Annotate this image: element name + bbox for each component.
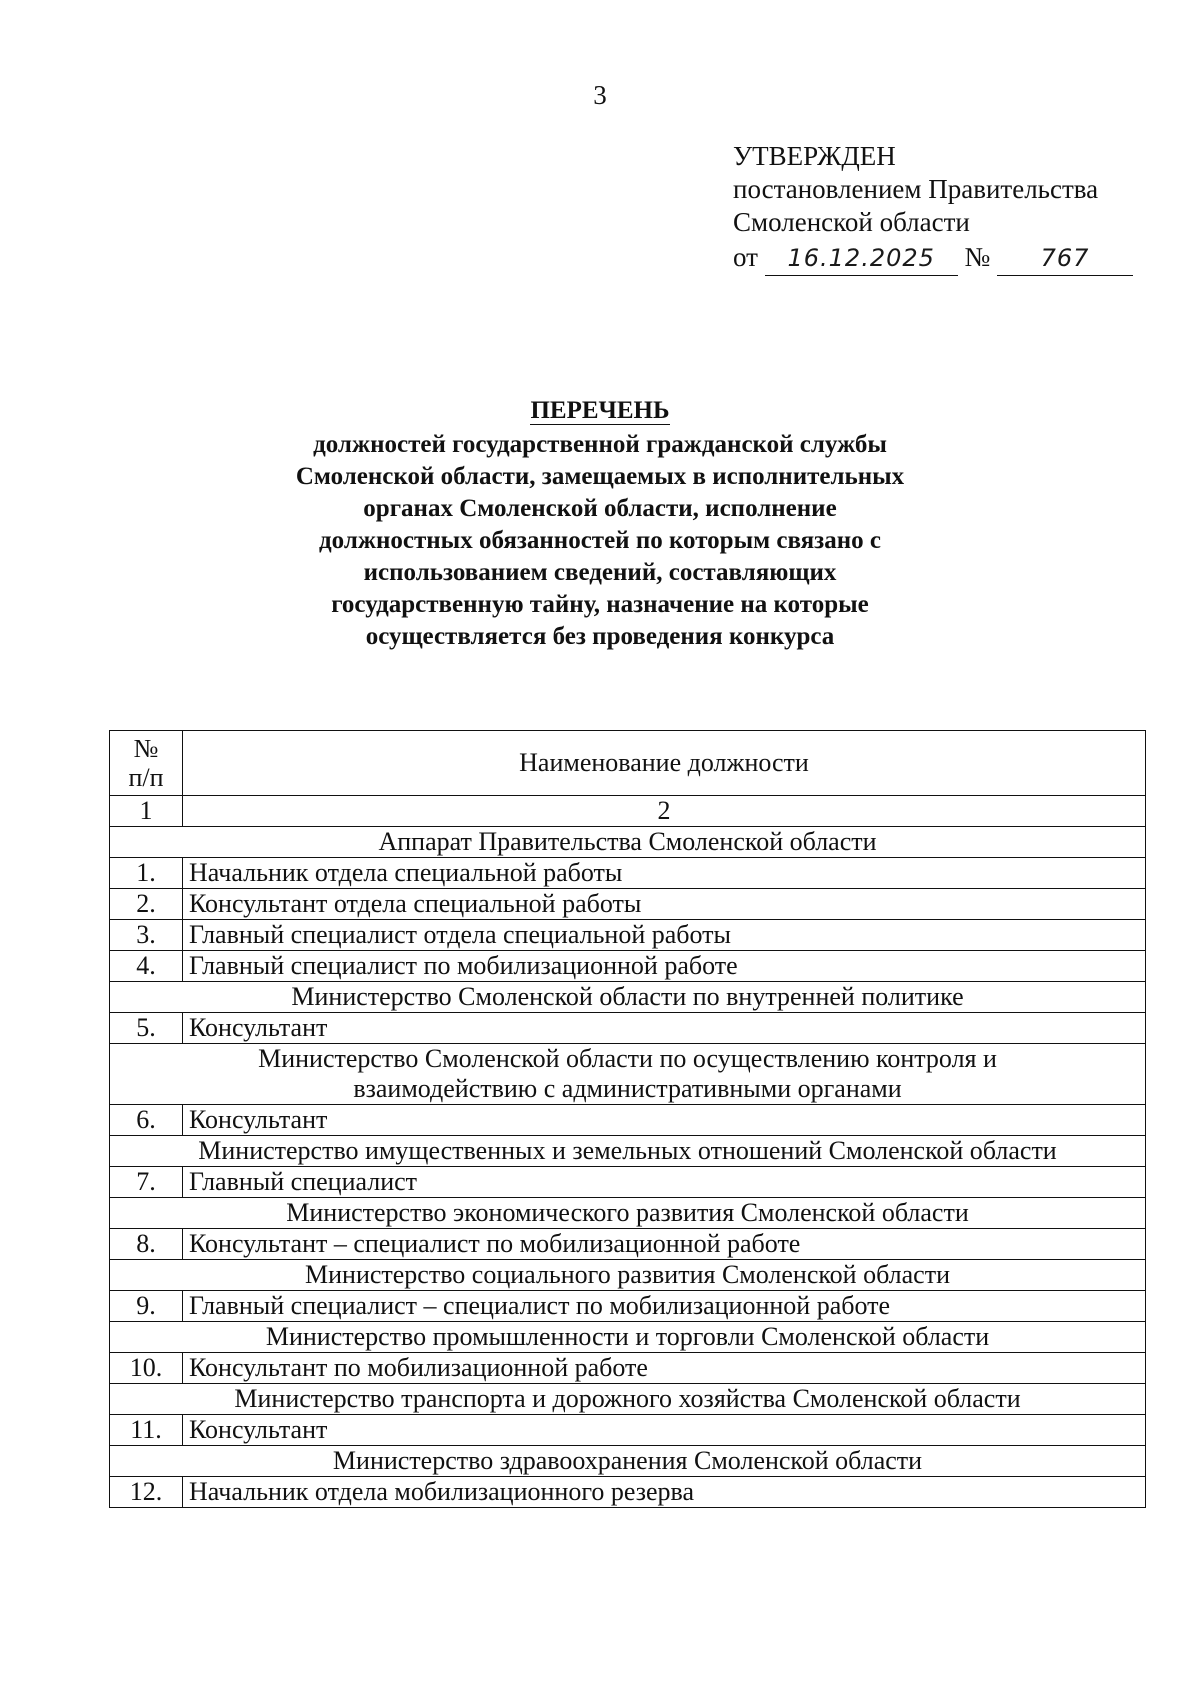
- table-row: [110, 858, 1146, 889]
- section-title: Министерство здравоохранения Смоленской области: [110, 1446, 1146, 1477]
- section-row: [110, 982, 1146, 1013]
- handwritten-date: 16.12.2025: [765, 242, 958, 276]
- table-row: [110, 889, 1146, 920]
- handwritten-number: 767: [997, 242, 1133, 276]
- table-row: [110, 1415, 1146, 1446]
- row-number: 9.: [110, 1291, 183, 1322]
- heading-line: государственную тайну, назначение на которые: [331, 591, 869, 618]
- section-title: Министерство Смоленской области по внутренней политике: [110, 982, 1146, 1013]
- heading-line: должностей государственной гражданской службы: [313, 431, 887, 458]
- section-title: Министерство социального развития Смоленской области: [110, 1260, 1146, 1291]
- positions-table-wrapper: [109, 730, 1146, 1508]
- row-position-name: Консультант отдела специальной работы: [183, 889, 1146, 920]
- document-heading: [0, 395, 1200, 653]
- heading-title: ПЕРЕЧЕНЬ: [530, 397, 670, 424]
- row-position-name: Начальник отдела специальной работы: [183, 858, 1146, 889]
- heading-line: должностных обязанностей по которым связано с: [319, 527, 881, 554]
- section-title: Министерство экономического развития Смоленской области: [110, 1198, 1146, 1229]
- section-title: Аппарат Правительства Смоленской области: [110, 827, 1146, 858]
- row-position-name: Главный специалист: [183, 1167, 1146, 1198]
- section-row: [110, 827, 1146, 858]
- section-row: [110, 1198, 1146, 1229]
- section-title-line-1: Министерство Смоленской области по осуществлению контроля и: [258, 1044, 997, 1073]
- section-row: [110, 1322, 1146, 1353]
- table-row: [110, 951, 1146, 982]
- section-row: [110, 1384, 1146, 1415]
- header-number-abbr: п/п: [128, 763, 164, 792]
- row-position-name: Консультант: [183, 1105, 1146, 1136]
- row-number: 1.: [110, 858, 183, 889]
- row-number: 5.: [110, 1013, 183, 1044]
- row-position-name: Главный специалист по мобилизационной работе: [183, 951, 1146, 982]
- row-number: 3.: [110, 920, 183, 951]
- section-title: Министерство промышленности и торговли Смоленской области: [110, 1322, 1146, 1353]
- section-title-line-2: взаимодействию с административными органами: [353, 1074, 902, 1103]
- section-title: [110, 1044, 1146, 1105]
- row-number: 7.: [110, 1167, 183, 1198]
- heading-line: Смоленской области, замещаемых в исполнительных: [295, 463, 905, 490]
- approval-line-1: постановлением Правительства: [733, 174, 1099, 204]
- column-index-1: 1: [110, 796, 183, 827]
- section-row: [110, 1044, 1146, 1105]
- table-row: [110, 1291, 1146, 1322]
- page-number: 3: [593, 80, 607, 110]
- header-number-cell: [110, 731, 183, 796]
- row-position-name: Главный специалист отдела специальной работы: [183, 920, 1146, 951]
- row-position-name: Консультант: [183, 1415, 1146, 1446]
- approval-line-2: Смоленской области: [733, 207, 970, 237]
- row-number: 12.: [110, 1477, 183, 1508]
- table-row: [110, 1105, 1146, 1136]
- table-row: [110, 1013, 1146, 1044]
- row-number: 11.: [110, 1415, 183, 1446]
- table-row: [110, 1353, 1146, 1384]
- section-row: [110, 1136, 1146, 1167]
- approval-title: УТВЕРЖДЕН: [733, 141, 896, 171]
- row-number: 6.: [110, 1105, 183, 1136]
- header-number-symbol: №: [133, 734, 159, 763]
- column-index-row: [110, 796, 1146, 827]
- row-position-name: Консультант: [183, 1013, 1146, 1044]
- section-row: [110, 1446, 1146, 1477]
- row-position-name: Консультант по мобилизационной работе: [183, 1353, 1146, 1384]
- row-number: 4.: [110, 951, 183, 982]
- row-position-name: Главный специалист – специалист по мобилизационной работе: [183, 1291, 1146, 1322]
- row-position-name: Консультант – специалист по мобилизационной работе: [183, 1229, 1146, 1260]
- table-row: [110, 1229, 1146, 1260]
- section-row: [110, 1260, 1146, 1291]
- heading-line: осуществляется без проведения конкурса: [365, 623, 835, 650]
- table-row: [110, 920, 1146, 951]
- from-label: от: [733, 242, 758, 272]
- heading-line: использованием сведений, составляющих: [363, 559, 837, 586]
- row-position-name: Начальник отдела мобилизационного резерва: [183, 1477, 1146, 1508]
- heading-line: органах Смоленской области, исполнение: [363, 495, 837, 522]
- number-label: №: [964, 242, 991, 272]
- table-header-row: [110, 731, 1146, 796]
- header-name-cell: Наименование должности: [183, 731, 1146, 796]
- approval-block: [733, 140, 1133, 276]
- section-title: Министерство имущественных и земельных отношений Смоленской области: [110, 1136, 1146, 1167]
- table-row: [110, 1477, 1146, 1508]
- row-number: 2.: [110, 889, 183, 920]
- column-index-2: 2: [183, 796, 1146, 827]
- row-number: 10.: [110, 1353, 183, 1384]
- table-row: [110, 1167, 1146, 1198]
- approval-date-number-line: [733, 241, 1133, 276]
- positions-table: [109, 730, 1146, 1508]
- section-title: Министерство транспорта и дорожного хозяйства Смоленской области: [110, 1384, 1146, 1415]
- row-number: 8.: [110, 1229, 183, 1260]
